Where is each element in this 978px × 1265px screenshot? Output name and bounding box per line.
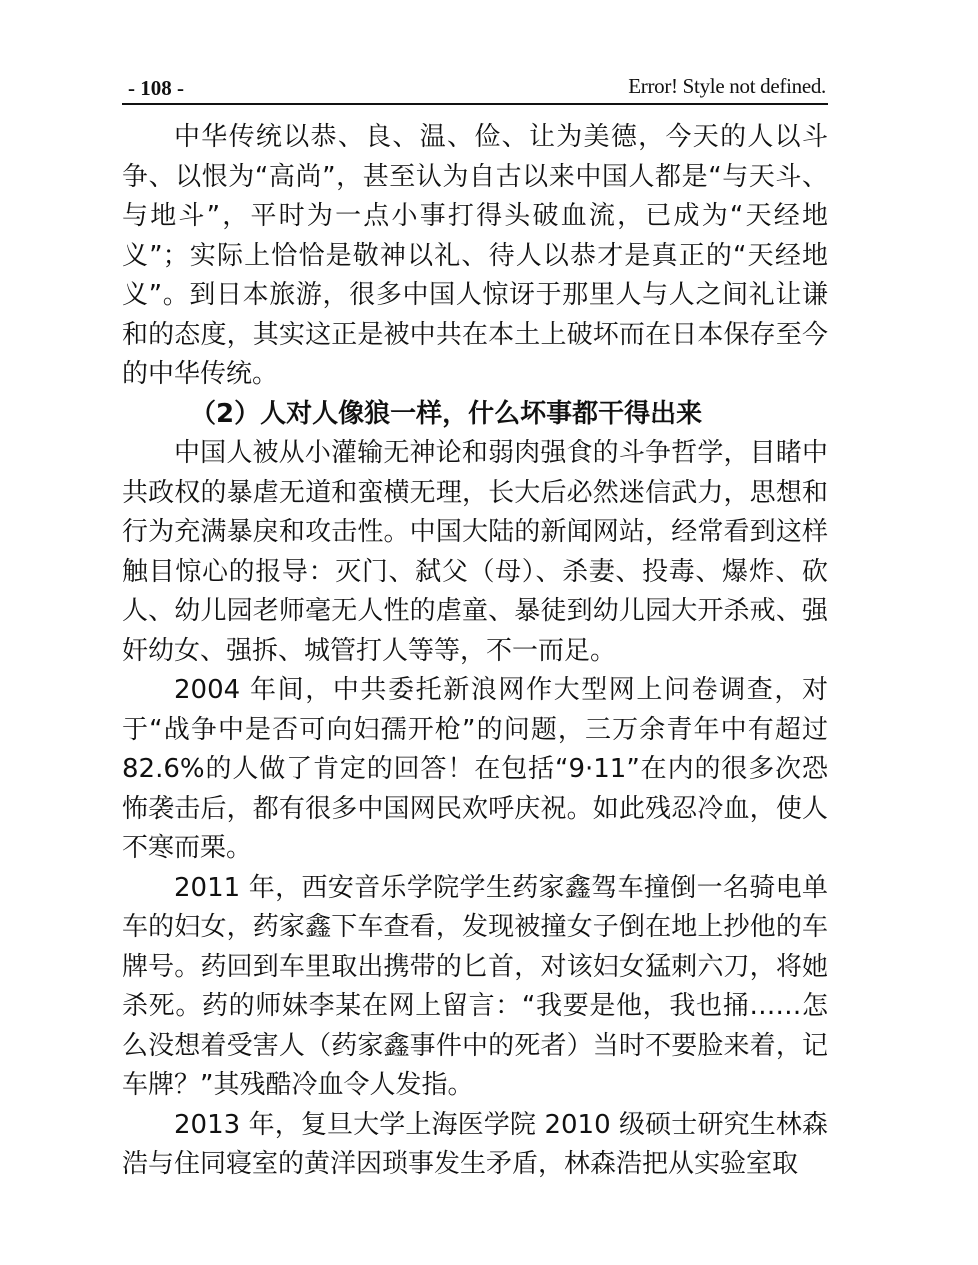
paragraph: 中华传统以恭、良、温、俭、让为美德，今天的人以斗争、以恨为“高尚”，甚至认为自古以来中国人都是“与天斗、与地斗”，平时为一点小事打得头破血流，已成为“天经地义”；实际上恰恰是敬神以礼、待人以恭才是真正的“天经地义”。到日本旅游，很多中国人惊讶于那里人与人之间礼让谦和的态度，其实这正是被中共在本土上破坏而在日本保存至今的中华传统。 <box>122 122 828 389</box>
paragraph: 中国人被从小灌输无神论和弱肉强食的斗争哲学，目睹中共政权的暴虐无道和蛮横无理，长大后必然迷信武力，思想和行为充满暴戾和攻击性。中国大陆的新闻网站，经常看到这样触目惊心的报导：灭门、弑父（母）、杀妻、投毒、爆炸、砍人、幼儿园老师毫无人性的虐童、暴徒到幼儿园大开杀戒、强奸幼女、强拆、城管打人等等，不一而足。 <box>122 438 828 666</box>
paragraph: 2011 年，西安音乐学院学生药家鑫驾车撞倒一名骑电单车的妇女，药家鑫下车查看，发现被撞女子倒在地上抄他的车牌号。药回到车里取出携带的匕首，对该妇女猛刺六刀，将她杀死。药的师妹李某在网上留言：“我要是他，我也捅……怎么没想着受害人（药家鑫事件中的死者）当时不要脸来着，记车牌？”其残酷冷血令人发指。 <box>122 872 828 1100</box>
header-rule <box>122 103 828 105</box>
paragraph: 2004 年间，中共委托新浪网作大型网上问卷调查，对于“战争中是否可向妇孺开枪”的问题，三万余青年中有超过 82.6%的人做了肯定的回答！在包括“9·11”在内的很多次恐怖袭击后，都有很多中国网民欢呼庆祝。如此残忍冷血，使人不寒而栗。 <box>122 675 828 863</box>
paragraph: 2013 年，复旦大学上海医学院 2010 级硕士研究生林森浩与住同寝室的黄洋因琐事发生矛盾，林森浩把从实验室取 <box>122 1109 828 1179</box>
running-head: Error! Style not defined. <box>628 74 826 98</box>
section-heading: （2）人对人像狼一样，什么坏事都干得出来 <box>190 398 703 429</box>
page-number: - 108 - <box>128 76 184 100</box>
page-header <box>122 70 828 104</box>
body-text <box>122 118 828 1185</box>
